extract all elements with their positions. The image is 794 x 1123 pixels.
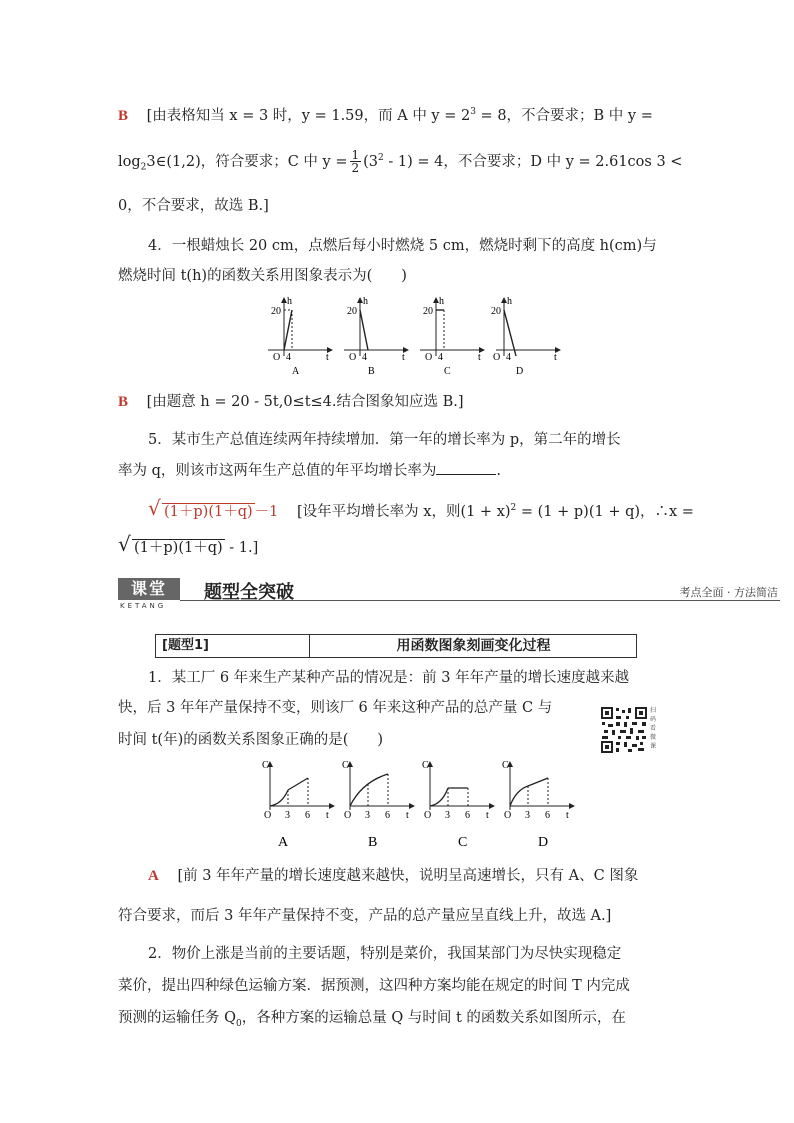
axis-h-a: h <box>287 296 292 307</box>
question-5-line-2: 率为 q，则该市这两年生产总值的年平均增长率为 . <box>118 460 501 481</box>
svg-text:6: 6 <box>545 810 550 821</box>
answer-p1-line-1: A [前 3 年年产量的增长速度越来越快，说明呈高速增长，只有 A、C 图象 <box>148 868 639 884</box>
svg-text:h: h <box>507 296 512 307</box>
svg-text:C: C <box>422 760 429 771</box>
graph-label-c: C <box>444 366 451 376</box>
svg-text:O: O <box>349 352 357 363</box>
production-graph-d <box>502 760 574 850</box>
svg-text:4: 4 <box>362 352 367 363</box>
production-graph-b <box>342 760 414 850</box>
svg-text:4: 4 <box>438 352 443 363</box>
graph-label-p-a: A <box>278 835 289 850</box>
tick-20-a: 20 <box>271 306 281 317</box>
tick-3-a: 3 <box>285 810 290 821</box>
svg-text:6: 6 <box>385 810 390 821</box>
answer-3-letter: B <box>118 107 129 124</box>
svg-text:3: 3 <box>445 810 450 821</box>
svg-text:4: 4 <box>506 352 511 363</box>
axis-t-p-a: t <box>326 810 329 821</box>
problem-2-line-1: 2．物价上涨是当前的主要话题，特别是菜价，我国某部门为尽快实现稳定 <box>148 946 622 962</box>
problem-type-title: 用函数图象刻画变化过程 <box>396 638 551 654</box>
candle-graph-b <box>344 296 408 376</box>
tick-6-a: 6 <box>305 810 310 821</box>
answer-5-line-2: √ (1＋p)(1＋q) - 1.] <box>118 532 259 556</box>
svg-text:20: 20 <box>423 306 433 317</box>
problem-1-line-2: 快，后 3 年年产量保持不变，则该厂 6 年来这种产品的总产量 C 与 <box>118 700 553 716</box>
banner-box: 课堂 <box>118 578 180 600</box>
fraction-one-half: $\frac{1}{2}$ <box>351 148 360 176</box>
answer-5-line-1: √ (1＋p)(1＋q) －1 [设年平均增长率为 x，则$(1 + x)^2 = (1 + p)(1 + q)$，∴x = <box>148 495 694 520</box>
problem-type-box <box>155 634 637 658</box>
answer-3-line-2: $\log_23\in(1,2)$，符合要求；C 中 y = $\frac{1}{2}$ $(3^2 - 1) = 4$，不合要求；D 中 y = 2.61cos 3 < <box>118 148 683 176</box>
candle-graph-c <box>420 296 484 376</box>
graph-label-a: A <box>292 366 300 376</box>
svg-text:h: h <box>439 296 444 307</box>
question-5-line-1: 5．某市生产总值连续两年持续增加．第一年的增长率为 p，第二年的增长 <box>148 432 621 448</box>
candle-graphs <box>262 294 562 376</box>
answer-p1-line-2: 符合要求，而后 3 年年产量保持不变，产品的总产量应呈直线上升，故选 A.] <box>118 908 612 924</box>
svg-text:t: t <box>402 352 405 363</box>
candle-graph-d <box>491 296 560 376</box>
svg-text:3: 3 <box>365 810 370 821</box>
svg-text:3: 3 <box>525 810 530 821</box>
problem-2-line-3: 预测的运输任务 $Q_0$，各种方案的运输总量 Q 与时间 t 的函数关系如图所示，在 <box>118 1010 626 1029</box>
svg-text:20: 20 <box>347 306 357 317</box>
svg-text:O: O <box>493 352 501 363</box>
answer-blank <box>436 460 496 475</box>
problem-1-line-1: 1．某工厂 6 年来生产某种产品的情况是：前 3 年年产量的增长速度越来越 <box>148 670 630 686</box>
problem-type-label: [题型1] <box>156 635 310 657</box>
graph-label-d: D <box>516 366 524 376</box>
sqrt-answer: √ (1＋p)(1＋q) <box>148 495 253 520</box>
banner-title: 题型全突破 <box>204 582 294 603</box>
problem-1-line-3: 时间 t(年)的函数关系图象正确的是( ) <box>118 732 384 748</box>
qr-caption: 扫码看微课 <box>650 707 657 750</box>
production-graph-a <box>262 760 334 850</box>
candle-graph-a <box>268 296 332 376</box>
answer-3-line-1: B [由表格知当 x = 3 时，y = 1.59，而 A 中 $y = 2^3 = 8$，不合要求；B 中 y = <box>118 107 653 124</box>
svg-text:O: O <box>344 810 352 821</box>
svg-text:h: h <box>363 296 368 307</box>
graph-label-p-b: B <box>368 835 378 850</box>
svg-text:t: t <box>486 810 489 821</box>
svg-text:C: C <box>502 760 509 771</box>
axis-t-a: t <box>326 352 329 363</box>
banner-subtitle: KETANG <box>120 602 167 610</box>
svg-text:t: t <box>478 352 481 363</box>
axis-c-a: C <box>262 760 269 771</box>
tick-4-a: 4 <box>286 352 291 363</box>
section-banner <box>118 578 778 608</box>
question-4-line-2: 燃烧时间 t(h)的函数关系用图象表示为( ) <box>118 268 407 284</box>
svg-text:O: O <box>504 810 512 821</box>
answer-3-line-3: 0，不合要求，故选 B.] <box>118 198 269 214</box>
qr-code-icon[interactable] <box>600 706 648 754</box>
problem-2-line-2: 菜价，提出四种绿色运输方案．据预测，这四种方案均能在规定的时间 T 内完成 <box>118 978 630 994</box>
graph-label-p-c: C <box>458 835 468 850</box>
origin-a: O <box>273 352 281 363</box>
origin-p-a: O <box>264 810 272 821</box>
question-4-line-1: 4．一根蜡烛长 20 cm，点燃后每小时燃烧 5 cm，燃烧时剩下的高度 h(cm)与 <box>148 238 657 254</box>
svg-text:O: O <box>425 352 433 363</box>
svg-text:20: 20 <box>491 306 501 317</box>
production-graphs <box>262 758 582 852</box>
graph-label-p-d: D <box>538 835 549 850</box>
production-graph-c <box>422 760 494 850</box>
svg-text:t: t <box>554 352 557 363</box>
svg-text:C: C <box>342 760 349 771</box>
svg-text:t: t <box>566 810 569 821</box>
graph-label-b: B <box>368 366 375 376</box>
sqrt-expression: √ (1＋p)(1＋q) <box>118 532 223 556</box>
answer-4: B [由题意 h = 20 - 5t,0≤t≤4.结合图象知应选 B.] <box>118 394 464 410</box>
svg-text:6: 6 <box>465 810 470 821</box>
banner-tagline: 考点全面 · 方法简洁 <box>679 586 778 599</box>
svg-text:O: O <box>424 810 432 821</box>
svg-text:t: t <box>406 810 409 821</box>
